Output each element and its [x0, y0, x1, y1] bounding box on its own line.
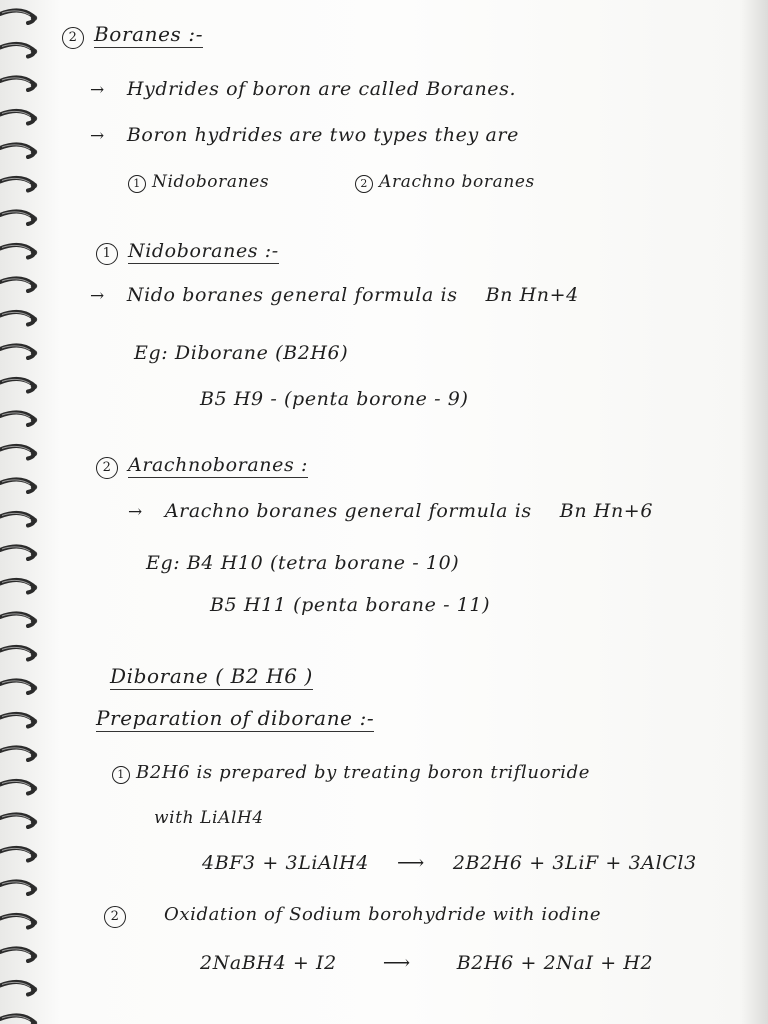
diborane-heading: Diborane ( B2 H6 ) — [110, 664, 313, 688]
spiral-coil — [0, 546, 37, 559]
spiral-coil — [0, 10, 37, 23]
type-arachnoboranes: Arachno boranes — [379, 172, 535, 192]
method-1-text: B2H6 is prepared by treating boron trifluoride — [136, 762, 590, 783]
spiral-coil — [0, 111, 37, 124]
arachno-formula-text: Arachno boranes general formula is — [164, 500, 532, 522]
arrow-icon: → — [90, 126, 105, 146]
nido-example-2: B5 H9 - (penta borone - 9) — [200, 388, 469, 410]
arachno-example-1: Eg: B4 H10 (tetra borane - 10) — [146, 552, 460, 574]
spiral-coil — [0, 915, 37, 928]
nido-formula-line — [90, 284, 579, 306]
boranes-types-text: Boron hydrides are two types they are — [126, 124, 519, 146]
spiral-coil — [0, 747, 37, 760]
arachno-formula-line — [128, 500, 653, 522]
method-number: 2 — [104, 906, 126, 928]
nido-formula-text: Nido boranes general formula is — [126, 284, 458, 306]
arachno-heading: Arachnoboranes : — [128, 454, 308, 476]
method-1-line-2: with LiAlH4 — [154, 808, 264, 828]
spiral-coil — [0, 245, 37, 258]
spiral-coil — [0, 613, 37, 626]
spiral-coil — [0, 446, 37, 459]
method-1-equation — [202, 852, 697, 874]
method-2-equation — [200, 952, 653, 974]
nido-example-1: Eg: Diborane (B2H6) — [134, 342, 349, 364]
arrow-icon: → — [90, 286, 105, 306]
spiral-coil — [0, 881, 37, 894]
method-2-line — [104, 904, 601, 928]
spiral-binding — [0, 0, 44, 1024]
equation-reactants: 2NaBH4 + I2 — [200, 952, 337, 974]
arachno-heading-line — [96, 454, 308, 479]
equation-reactants: 4BF3 + 3LiAlH4 — [202, 852, 369, 874]
arrow-icon: → — [128, 502, 143, 522]
spiral-coil — [0, 848, 37, 861]
type-number: 2 — [355, 175, 373, 193]
section-number: 2 — [62, 27, 84, 49]
nido-heading: Nidoboranes :- — [128, 240, 279, 262]
spiral-coil — [0, 412, 37, 425]
spiral-coil — [0, 580, 37, 593]
boranes-definition: Hydrides of boron are called Boranes. — [126, 78, 517, 100]
boranes-heading: Boranes :- — [94, 22, 204, 46]
type-number: 1 — [128, 175, 146, 193]
spiral-coil — [0, 44, 37, 57]
method-number: 1 — [112, 766, 130, 784]
spiral-coil — [0, 1015, 37, 1024]
boranes-line-2 — [90, 124, 519, 146]
reaction-arrow-icon: ⟶ — [396, 852, 425, 874]
preparation-heading-line — [96, 706, 374, 732]
type-nidoboranes: Nidoboranes — [152, 172, 270, 192]
spiral-coil — [0, 647, 37, 660]
arachno-formula: Bn Hn+6 — [559, 500, 654, 522]
spiral-coil — [0, 178, 37, 191]
equation-products: 2B2H6 + 3LiF + 3AlCl3 — [452, 852, 697, 874]
nido-formula: Bn Hn+4 — [485, 284, 579, 306]
spiral-coil — [0, 211, 37, 224]
spiral-coil — [0, 312, 37, 325]
spiral-coil — [0, 814, 37, 827]
spiral-coil — [0, 781, 37, 794]
spiral-coil — [0, 278, 37, 291]
boranes-heading-line — [62, 22, 203, 49]
nido-heading-line — [96, 240, 279, 265]
spiral-coil — [0, 479, 37, 492]
preparation-heading: Preparation of diborane :- — [96, 706, 375, 730]
spiral-coil — [0, 948, 37, 961]
boranes-types-line — [128, 172, 535, 193]
spiral-coil — [0, 379, 37, 392]
equation-products: B2H6 + 2NaI + H2 — [456, 952, 654, 974]
method-1-line — [112, 762, 590, 784]
arachno-example-2: B5 H11 (penta borane - 11) — [210, 594, 491, 616]
spiral-coil — [0, 982, 37, 995]
reaction-arrow-icon: ⟶ — [382, 952, 411, 974]
section-number: 1 — [96, 243, 118, 265]
arrow-icon: → — [90, 80, 105, 100]
spiral-coil — [0, 513, 37, 526]
boranes-line-1 — [90, 78, 516, 100]
spiral-coil — [0, 144, 37, 157]
spiral-coil — [0, 714, 37, 727]
section-number: 2 — [96, 457, 118, 479]
spiral-coil — [0, 680, 37, 693]
spiral-coil — [0, 77, 37, 90]
spiral-coil — [0, 345, 37, 358]
diborane-heading-line — [110, 664, 313, 690]
method-2-text: Oxidation of Sodium borohydride with iodine — [164, 904, 602, 925]
